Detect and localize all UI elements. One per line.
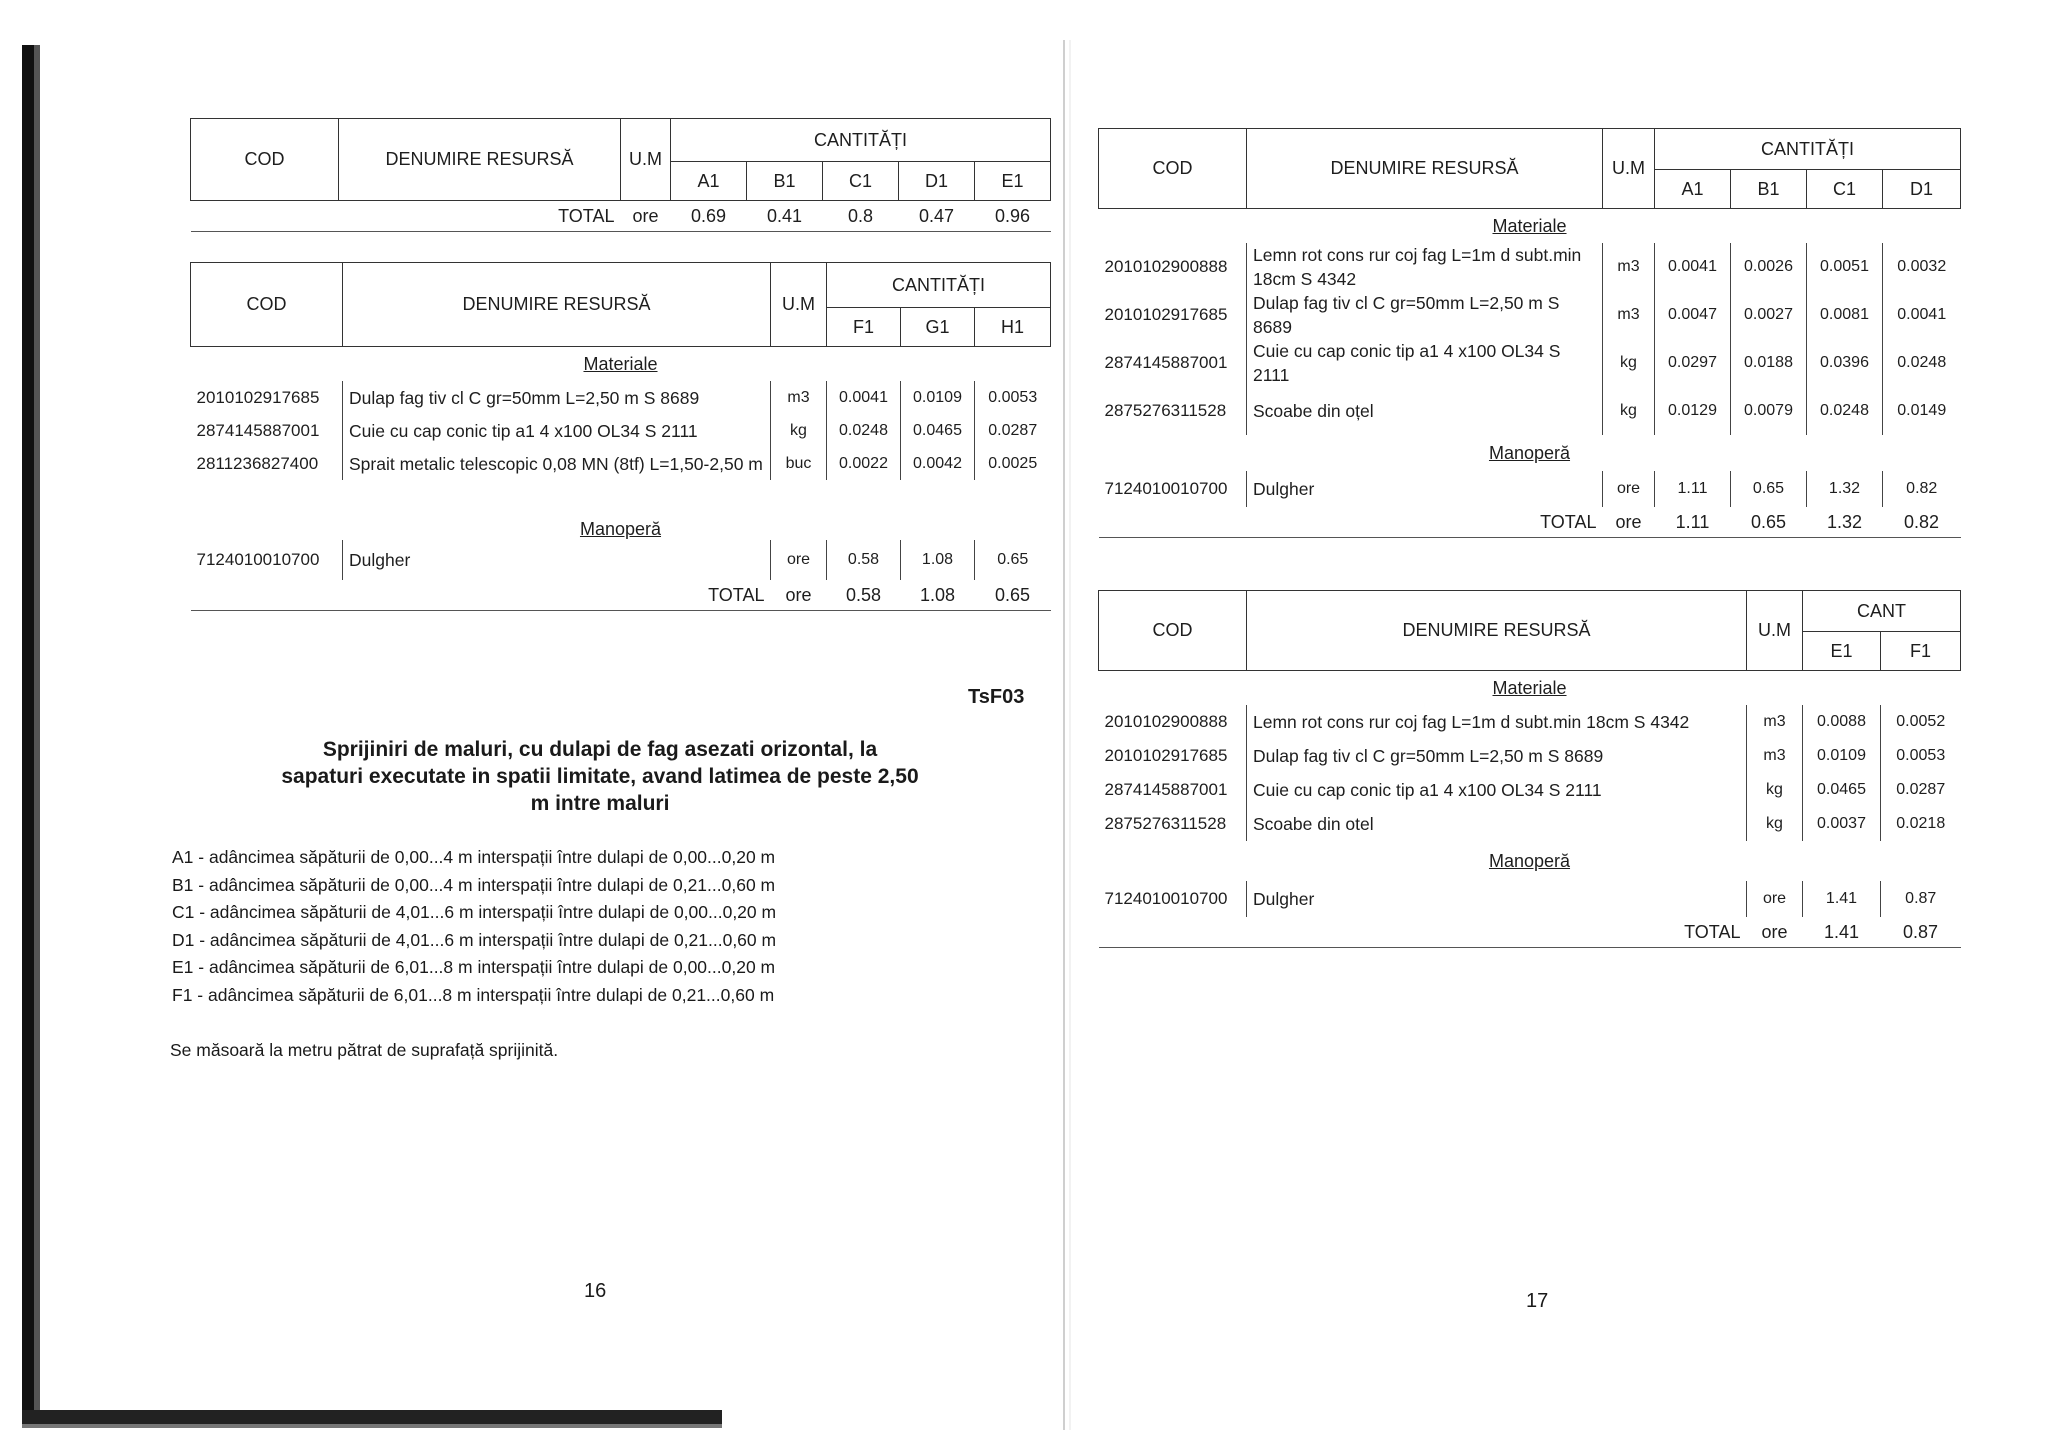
resource-unit: kg	[1747, 807, 1803, 841]
quantity-value: 0.0248	[827, 414, 901, 447]
total-label: TOTAL	[1099, 917, 1747, 948]
quantity-value: 0.87	[1881, 881, 1961, 917]
quantity-value: 1.41	[1803, 881, 1881, 917]
total-value: 0.69	[671, 201, 747, 232]
column-header-d1: D1	[899, 162, 975, 201]
total-value: 0.82	[1883, 507, 1961, 538]
resource-row	[1099, 291, 1961, 339]
description-item: F1 - adâncimea săpăturii de 6,01...8 m interspații între dulapi de 0,21...0,60 m	[172, 984, 775, 1005]
header-cod: COD	[1099, 129, 1247, 209]
resource-name: Dulgher	[343, 540, 771, 580]
quantity-value: 0.0149	[1883, 387, 1961, 435]
quantity-value: 0.0026	[1731, 243, 1807, 291]
description-item: D1 - adâncimea săpăturii de 4,01...6 m interspații între dulapi de 0,21...0,60 m	[172, 929, 777, 950]
header-cod: COD	[191, 263, 343, 347]
resource-name: Sprait metalic telescopic 0,08 MN (8tf) L=1,50-2,50 m	[343, 447, 771, 480]
quantity-value: 0.0465	[901, 414, 975, 447]
column-header-e1: E1	[975, 162, 1051, 201]
column-header-a1: A1	[1655, 170, 1731, 209]
resource-name: Dulap fag tiv cl C gr=50mm L=2,50 m S 8689	[1247, 739, 1747, 773]
quantity-value: 0.0041	[1655, 243, 1731, 291]
resource-unit: kg	[1603, 339, 1655, 387]
resource-row	[1099, 773, 1961, 807]
description-list	[172, 844, 972, 1009]
quantity-value: 0.0396	[1807, 339, 1883, 387]
header-cantitati: CANT	[1803, 591, 1961, 632]
column-header-b1: B1	[747, 162, 823, 201]
page-number: 17	[1526, 1290, 1549, 1312]
quantity-value: 0.0052	[1881, 705, 1961, 739]
total-value: 0.65	[1731, 507, 1807, 538]
resource-code: 2875276311528	[1104, 401, 1227, 420]
section-materiale: Materiale	[583, 353, 658, 374]
quantity-value: 0.0188	[1731, 339, 1807, 387]
total-value: 1.41	[1803, 917, 1881, 948]
resource-unit: buc	[771, 447, 827, 480]
resource-name: Dulgher	[1247, 471, 1603, 507]
quantity-value: 0.0032	[1883, 243, 1961, 291]
header-cantitati: CANTITĂȚI	[827, 263, 1051, 308]
resource-name: Cuie cu cap conic tip a1 4 x100 OL34 S 2111	[343, 414, 771, 447]
total-unit: ore	[771, 580, 827, 611]
quantity-value: 1.08	[901, 540, 975, 580]
resource-unit: kg	[1747, 773, 1803, 807]
quantity-value: 0.0465	[1803, 773, 1881, 807]
quantity-value: 0.0079	[1731, 387, 1807, 435]
quantity-value: 0.0109	[1803, 739, 1881, 773]
section-manopera: Manoperă	[1488, 442, 1571, 463]
header-denumire: DENUMIRE RESURSĂ	[343, 263, 771, 347]
resource-row	[1099, 243, 1961, 291]
quantity-value: 0.0248	[1807, 387, 1883, 435]
resource-row	[191, 381, 1051, 414]
header-denumire: DENUMIRE RESURSĂ	[1247, 129, 1603, 209]
resource-unit: m3	[1603, 291, 1655, 339]
total-value: 0.65	[975, 580, 1051, 611]
quantity-value: 0.0081	[1807, 291, 1883, 339]
resource-code: 2010102917685	[196, 387, 320, 407]
total-value: 0.96	[975, 201, 1051, 232]
header-um: U.M	[1747, 591, 1803, 671]
resource-name: Scoabe din oțel	[1247, 387, 1603, 435]
quantity-value: 0.0218	[1881, 807, 1961, 841]
resource-name: Cuie cu cap conic tip a1 4 x100 OL34 S 2111	[1247, 773, 1747, 807]
resource-code: 2010102917685	[1104, 746, 1228, 765]
left-table-1	[190, 118, 1051, 232]
header-um: U.M	[1603, 129, 1655, 209]
resource-code: 2010102900888	[1104, 257, 1228, 276]
resource-row	[1099, 807, 1961, 841]
column-header-e1: E1	[1803, 632, 1881, 671]
total-value: 0.8	[823, 201, 899, 232]
resource-code: 2010102917685	[1104, 305, 1228, 324]
resource-name: Lemn rot cons rur coj fag L=1m d subt.min 18cm S 4342	[1247, 243, 1603, 291]
quantity-value: 0.0027	[1731, 291, 1807, 339]
resource-unit: m3	[1603, 243, 1655, 291]
resource-name: Dulap fag tiv cl C gr=50mm L=2,50 m S 8689	[343, 381, 771, 414]
article-code: TsF03	[968, 686, 1025, 708]
resource-row	[1099, 881, 1961, 917]
column-header-f1: F1	[1881, 632, 1961, 671]
quantity-value: 0.0051	[1807, 243, 1883, 291]
quantity-value: 0.0042	[901, 447, 975, 480]
total-label: TOTAL	[191, 201, 621, 232]
left-table-2	[190, 262, 1051, 611]
resource-row	[1099, 471, 1961, 507]
resource-code: 7124010010700	[1104, 889, 1228, 908]
resource-code: 2874145887001	[196, 420, 320, 440]
resource-code: 2010102900888	[1104, 712, 1228, 731]
total-value: 0.41	[747, 201, 823, 232]
quantity-value: 0.0041	[827, 381, 901, 414]
resource-code: 7124010010700	[1104, 479, 1228, 498]
total-value: 1.08	[901, 580, 975, 611]
quantity-value: 0.0129	[1655, 387, 1731, 435]
header-cod: COD	[1099, 591, 1247, 671]
quantity-value: 0.65	[975, 540, 1051, 580]
total-label: TOTAL	[191, 580, 771, 611]
quantity-value: 0.82	[1883, 471, 1961, 507]
resource-name: Dulap fag tiv cl C gr=50mm L=2,50 m S 8689	[1247, 291, 1603, 339]
resource-row	[1099, 739, 1961, 773]
column-header-a1: A1	[671, 162, 747, 201]
resource-row	[191, 447, 1051, 480]
total-value: 0.87	[1881, 917, 1961, 948]
right-table-1	[1098, 128, 1961, 538]
header-um: U.M	[771, 263, 827, 347]
column-header-h1: H1	[975, 308, 1051, 347]
quantity-value: 0.0248	[1883, 339, 1961, 387]
description-item: C1 - adâncimea săpăturii de 4,01...6 m interspații între dulapi de 0,00...0,20 m	[172, 902, 777, 922]
resource-unit: m3	[1747, 705, 1803, 739]
quantity-value: 0.58	[827, 540, 901, 580]
total-unit: ore	[621, 201, 671, 232]
column-header-c1: C1	[823, 162, 899, 201]
section-manopera: Manoperă	[1488, 850, 1571, 871]
description-item: E1 - adâncimea săpăturii de 6,01...8 m interspații între dulapi de 0,00...0,20 m	[172, 957, 776, 977]
article-title: Sprijiniri de maluri, cu dulapi de fag asezati orizontal, la sapaturi executate in spatii limitate, avand latimea de peste 2,50 m intre maluri	[281, 738, 919, 815]
description-item: A1 - adâncimea săpăturii de 0,00...4 m interspații între dulapi de 0,00...0,20 m	[172, 847, 776, 867]
quantity-value: 0.0088	[1803, 705, 1881, 739]
page-number: 16	[584, 1280, 607, 1302]
resource-unit: m3	[1747, 739, 1803, 773]
quantity-value: 0.0109	[901, 381, 975, 414]
resource-code: 7124010010700	[196, 550, 320, 569]
header-cantitati: CANTITĂȚI	[671, 119, 1051, 162]
header-denumire: DENUMIRE RESURSĂ	[339, 119, 621, 201]
column-header-g1: G1	[901, 308, 975, 347]
section-materiale: Materiale	[1492, 677, 1567, 698]
resource-unit: ore	[1747, 881, 1803, 917]
header-cantitati: CANTITĂȚI	[1655, 129, 1961, 170]
quantity-value: 1.11	[1655, 471, 1731, 507]
quantity-value: 0.65	[1731, 471, 1807, 507]
total-value: 0.47	[899, 201, 975, 232]
resource-code: 2874145887001	[1104, 780, 1228, 799]
header-cod: COD	[191, 119, 339, 201]
resource-unit: kg	[1603, 387, 1655, 435]
quantity-value: 0.0287	[1881, 773, 1961, 807]
quantity-value: 0.0041	[1883, 291, 1961, 339]
resource-code: 2874145887001	[1104, 353, 1228, 372]
quantity-value: 0.0047	[1655, 291, 1731, 339]
resource-name: Dulgher	[1247, 881, 1747, 917]
resource-row	[191, 414, 1051, 447]
quantity-value: 0.0037	[1803, 807, 1881, 841]
quantity-value: 1.32	[1807, 471, 1883, 507]
description-item: B1 - adâncimea săpăturii de 0,00...4 m interspații între dulapi de 0,21...0,60 m	[172, 874, 776, 895]
right-page	[1070, 0, 2048, 1448]
resource-name: Lemn rot cons rur coj fag L=1m d subt.min 18cm S 4342	[1247, 705, 1747, 739]
resource-code: 2875276311528	[1104, 814, 1227, 833]
quantity-value: 0.0297	[1655, 339, 1731, 387]
column-header-c1: C1	[1807, 170, 1883, 209]
resource-name: Cuie cu cap conic tip a1 4 x100 OL34 S 2111	[1247, 339, 1603, 387]
quantity-value: 0.0053	[975, 381, 1051, 414]
column-header-b1: B1	[1731, 170, 1807, 209]
section-materiale: Materiale	[1492, 215, 1567, 236]
resource-unit: ore	[771, 540, 827, 580]
quantity-value: 0.0025	[975, 447, 1051, 480]
resource-unit: ore	[1603, 471, 1655, 507]
right-table-2	[1098, 590, 1961, 948]
column-header-f1: F1	[827, 308, 901, 347]
total-unit: ore	[1747, 917, 1803, 948]
resource-code: 2811236827400	[196, 453, 319, 473]
resource-row	[1099, 339, 1961, 387]
column-header-d1: D1	[1883, 170, 1961, 209]
measure-note: Se măsoară la metru pătrat de suprafață sprijinită.	[170, 1040, 559, 1060]
quantity-value: 0.0022	[827, 447, 901, 480]
quantity-value: 0.0053	[1881, 739, 1961, 773]
total-value: 1.32	[1807, 507, 1883, 538]
total-label: TOTAL	[1099, 507, 1603, 538]
header-um: U.M	[621, 119, 671, 201]
total-value: 0.58	[827, 580, 901, 611]
quantity-value: 0.0287	[975, 414, 1051, 447]
resource-unit: kg	[771, 414, 827, 447]
total-unit: ore	[1603, 507, 1655, 538]
section-manopera: Manoperă	[579, 519, 662, 539]
header-denumire: DENUMIRE RESURSĂ	[1247, 591, 1747, 671]
resource-row	[191, 540, 1051, 580]
resource-unit: m3	[771, 381, 827, 414]
resource-name: Scoabe din otel	[1247, 807, 1747, 841]
resource-row	[1099, 387, 1961, 435]
total-value: 1.11	[1655, 507, 1731, 538]
resource-row	[1099, 705, 1961, 739]
